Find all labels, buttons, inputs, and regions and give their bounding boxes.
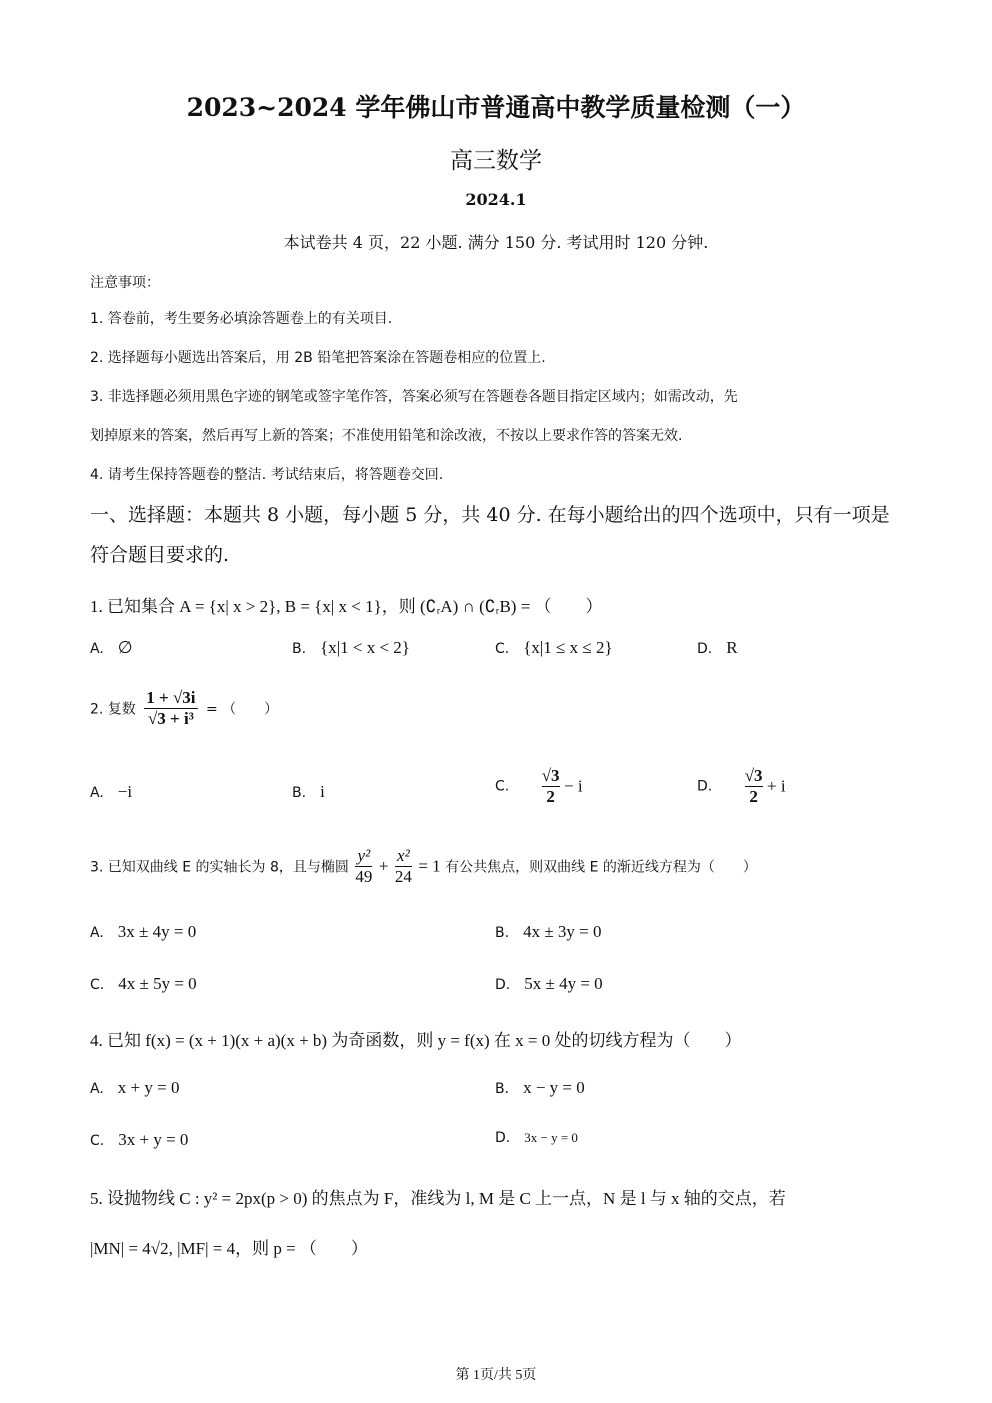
question-5-stem: 5. 设抛物线 C : y² = 2px(p > 0) 的焦点为 F，准线为 l, M 是 C 上一点，N 是 l 与 x 轴的交点，若 [90, 1189, 786, 1208]
exam-date: 2024.1 [465, 190, 527, 209]
note-item: 2. 选择题每小题选出答案后，用 2B 铅笔把答案涂在答题卷相应的位置上. [90, 350, 546, 366]
question-4-option-a[interactable]: A. x + y = 0 [90, 1078, 180, 1097]
question-4-option-d[interactable]: D. 3x − y = 0 [495, 1130, 578, 1146]
note-item: 3. 非选择题必须用黑色字迹的钢笔或签字笔作答，答案必须写在答题卷各题目指定区域内；如需改动，先 [90, 389, 738, 405]
question-2-option-c[interactable]: C. $\frac{√3}{2}$ − i [495, 766, 583, 806]
fraction: $\frac{√3}{2}$ [541, 766, 560, 806]
section-heading-line1: 一、选择题：本题共 8 小题，每小题 5 分，共 40 分. 在每小题给出的四个选项中，只有一项是 [90, 504, 890, 526]
note-item: 1. 答卷前，考生要务必填涂答题卷上的有关项目. [90, 311, 393, 327]
fraction: $\frac{\text{y²}}{49}$ [355, 846, 373, 886]
question-4-stem: 4. 已知 f(x) = (x + 1)(x + a)(x + b) 为奇函数，则 y = f(x) 在 x = 0 处的切线方程为（ ） [90, 1031, 742, 1050]
question-3-option-d[interactable]: D. 5x ± 4y = 0 [495, 974, 603, 993]
fraction: $\frac{√3}{2}$ [744, 766, 763, 806]
question-1-option-c[interactable]: C. {x|1 ≤ x ≤ 2} [495, 638, 613, 657]
question-5-stem-line2: |MN| = 4√2, |MF| = 4，则 p = （ ） [90, 1239, 368, 1258]
question-2-option-a[interactable]: A. −i [90, 782, 133, 801]
note-item: 4. 请考生保持答题卷的整洁. 考试结束后，将答题卷交回. [90, 467, 444, 483]
question-4-option-c[interactable]: C. 3x + y = 0 [90, 1130, 189, 1149]
exam-subtitle: 高三数学 [450, 148, 542, 174]
question-2-stem: 2. 复数 $\frac{1 + √3i}{\text{√3 + i³}}$ = （ ） [90, 688, 279, 728]
question-2-option-d[interactable]: D. $\frac{√3}{2}$ + i [697, 766, 786, 806]
note-item: 划掉原来的答案，然后再写上新的答案；不准使用铅笔和涂改液，不按以上要求作答的答案无效. [90, 428, 683, 444]
question-3-option-c[interactable]: C. 4x ± 5y = 0 [90, 974, 197, 993]
question-2-option-b[interactable]: B. i [292, 782, 325, 801]
section-heading-line2: 符合题目要求的. [90, 544, 230, 566]
question-1-option-b[interactable]: B. {x|1 < x < 2} [292, 638, 410, 657]
exam-title: 2023~2024 学年佛山市普通高中教学质量检测（一） [186, 93, 806, 122]
exam-info: 本试卷共 4 页，22 小题. 满分 150 分. 考试用时 120 分钟. [283, 233, 709, 252]
notes-title: 注意事项： [90, 275, 160, 291]
question-3-stem: 3. 已知双曲线 E 的实轴长为 8，且与椭圆 $\frac{\text{y²}}{49}$ + $\frac{\text{x²}}{24}$ = 1 有公共焦点，则双曲线 E 的渐近线方程为（ ） [90, 846, 757, 886]
question-1-option-d[interactable]: D. R [697, 638, 738, 657]
fraction: $\frac{1 + √3i}{\text{√3 + i³}}$ [146, 688, 196, 728]
question-3-option-b[interactable]: B. 4x ± 3y = 0 [495, 922, 602, 941]
page-footer: 第 1页/共 5页 [455, 1368, 537, 1383]
fraction: $\frac{\text{x²}}{24}$ [394, 846, 412, 886]
question-3-option-a[interactable]: A. 3x ± 4y = 0 [90, 922, 197, 941]
question-4-option-b[interactable]: B. x − y = 0 [495, 1078, 585, 1097]
question-1-option-a[interactable]: A. ∅ [90, 638, 133, 657]
question-1-stem: 1. 已知集合 A = {x| x > 2}, B = {x| x < 1}，则 (∁ᵣA) ∩ (∁ᵣB) = （ ） [90, 597, 603, 616]
